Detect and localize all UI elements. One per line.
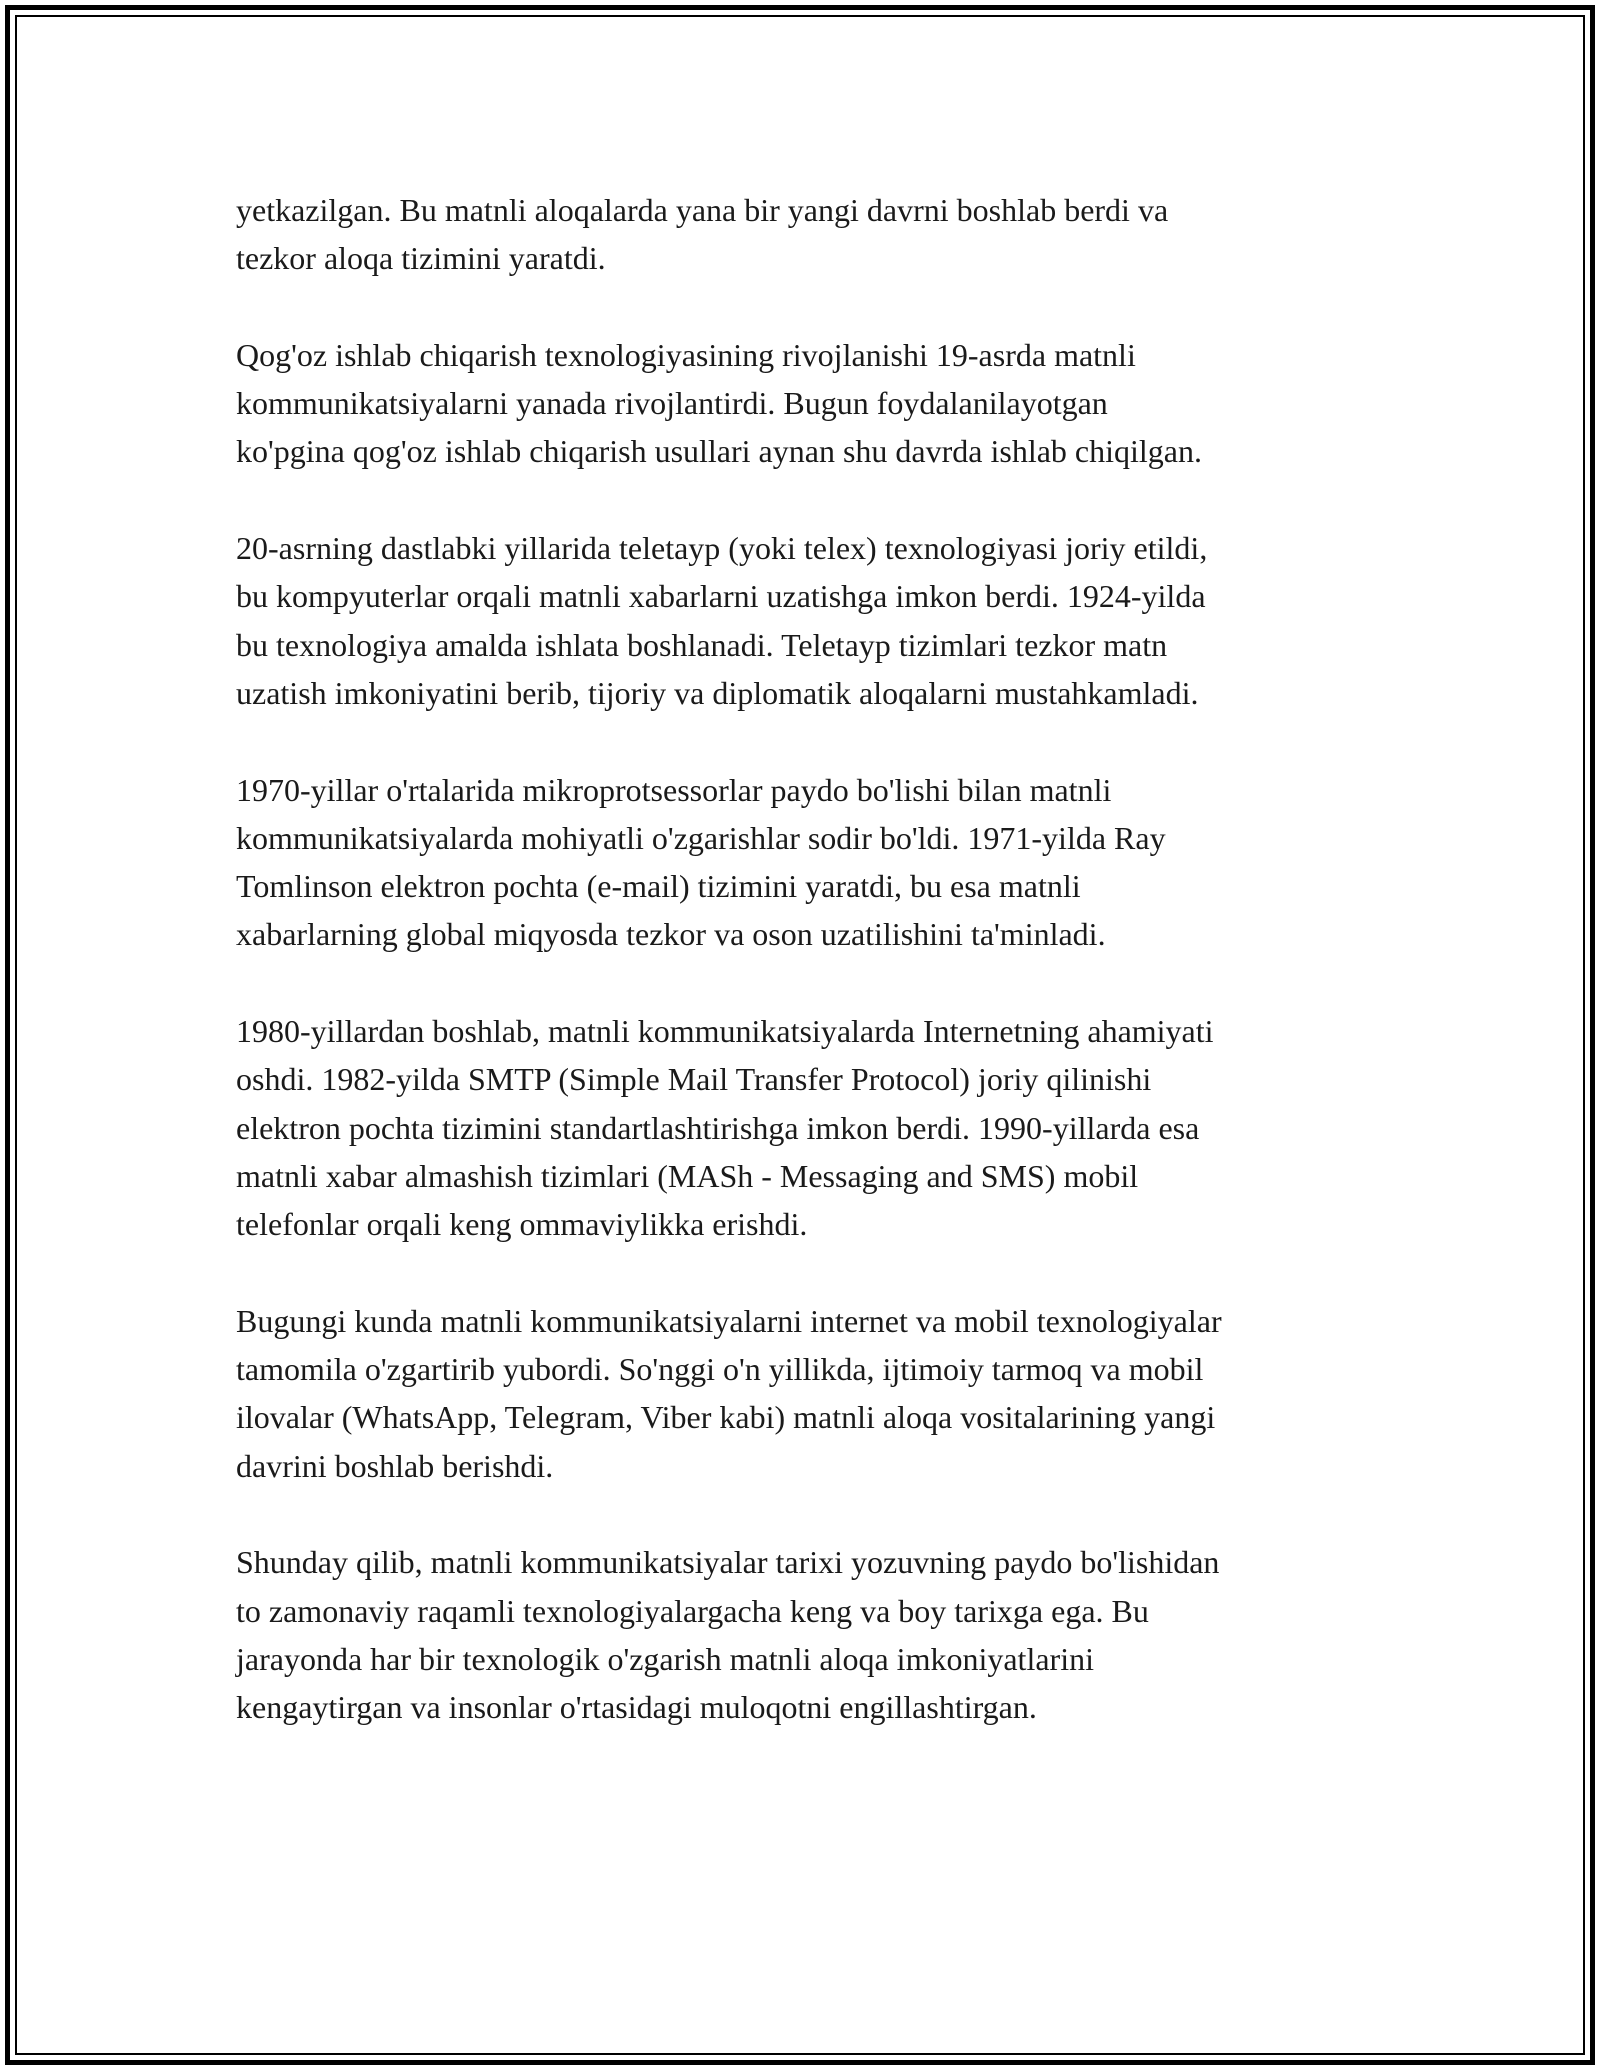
text-line: Qog'oz ishlab chiqarish texnologiyasining rivojlanishi 19-asrda matnli [236,336,1136,373]
text-line: uzatish imkoniyatini berib, tijoriy va diplomatik aloqalarni mustahkamladi. [236,674,1199,711]
text-line: to zamonaviy raqamli texnologiyalargacha keng va boy tarixga ega. Bu [236,1592,1149,1629]
text-line: jarayonda har bir texnologik o'zgarish matnli aloqa imkoniyatlarini [236,1640,1094,1677]
text-line: Tomlinson elektron pochta (e-mail) tizimini yaratdi, bu esa matnli [236,868,1081,905]
text-line: telefonlar orqali keng ommaviylikka erishdi. [236,1206,808,1243]
paragraph-mobile [236,1297,1376,1490]
text-line: 1980-yillardan boshlab, matnli kommunikatsiyalarda Internetning ahamiyati [236,1013,1214,1050]
paragraph-email [236,766,1376,959]
text-line: 1970-yillar o'rtalarida mikroprotsessorlar paydo bo'lishi bilan matnli [236,771,1112,808]
text-line: Shunday qilib, matnli kommunikatsiyalar tarixi yozuvning paydo bo'lishidan [236,1544,1220,1581]
paragraph-telegraph [236,186,1376,283]
text-line: ilovalar (WhatsApp, Telegram, Viber kabi) matnli aloqa vositalarining yangi [236,1399,1216,1436]
text-line: bu texnologiya amalda ishlata boshlanadi. Teletayp tizimlari tezkor matn [236,626,1168,663]
text-line: matnli xabar almashish tizimlari (MASh - Messaging and SMS) mobil [236,1157,1139,1194]
text-line: kommunikatsiyalarda mohiyatli o'zgarishlar sodir bo'ldi. 1971-yilda Ray [236,819,1166,856]
text-line: oshdi. 1982-yilda SMTP (Simple Mail Transfer Protocol) joriy qilinishi [236,1061,1152,1098]
text-line: ko'pgina qog'oz ishlab chiqarish usullari aynan shu davrda ishlab chiqilgan. [236,433,1202,470]
text-line: bu kompyuterlar orqali matnli xabarlarni uzatishga imkon berdi. 1924-yilda [236,578,1206,615]
text-line: yetkazilgan. Bu matnli aloqalarda yana bir yangi davrni boshlab berdi va [236,192,1169,228]
paragraph-teletype [236,524,1376,717]
text-line: kengaytirgan va insonlar o'rtasidagi muloqotni engillashtirgan. [236,1689,1037,1726]
text-line: tamomila o'zgartirib yubordi. So'nggi o'n yillikda, ijtimoiy tarmoq va mobil [236,1351,1204,1388]
text-line: xabarlarning global miqyosda tezkor va oson uzatilishini ta'minladi. [236,916,1106,953]
paragraph-internet [236,1007,1376,1248]
text-line: davrini boshlab berishdi. [236,1447,554,1484]
text-line: tezkor aloqa tizimini yaratdi. [236,240,606,277]
text-line: Bugungi kunda matnli kommunikatsiyalarni internet va mobil texnologiyalar [236,1302,1222,1339]
text-line: kommunikatsiyalarni yanada rivojlantirdi. Bugun foydalanilayotgan [236,385,1108,422]
paragraph-paper [236,331,1376,476]
document-body [236,186,1376,1780]
text-line: 20-asrning dastlabki yillarida teletayp (yoki telex) texnologiyasi joriy etildi, [236,530,1208,567]
text-line: elektron pochta tizimini standartlashtirishga imkon berdi. 1990-yillarda esa [236,1109,1200,1146]
paragraph-conclusion [236,1538,1376,1731]
